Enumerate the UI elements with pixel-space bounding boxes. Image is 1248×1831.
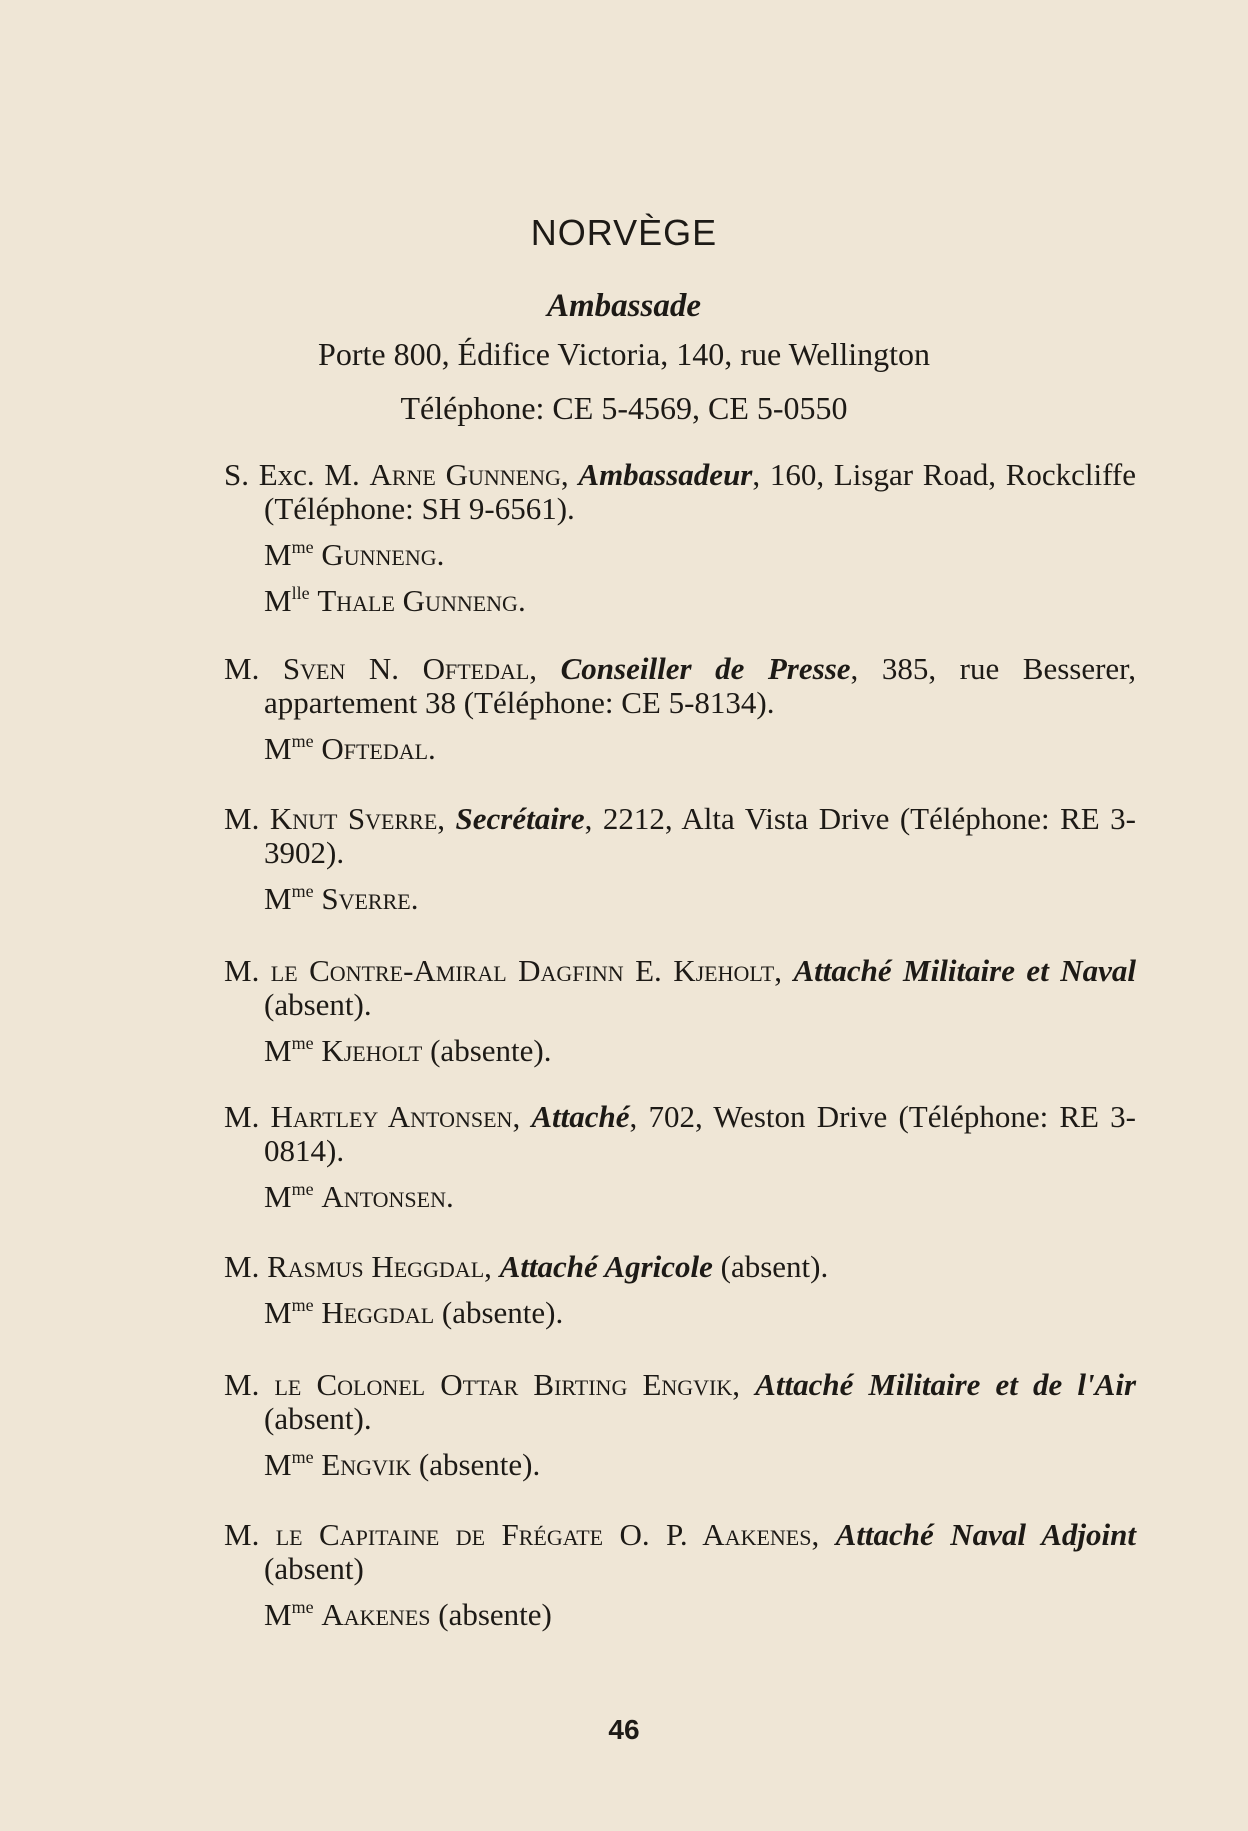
page-number: 46 (608, 1714, 640, 1745)
embassy-address: Porte 800, Édifice Victoria, 140, rue Wellington (318, 336, 930, 372)
staff-title: Attaché Militaire et Naval (793, 953, 1137, 988)
staff-title: Secrétaire (455, 801, 585, 836)
staff-entry (224, 652, 1136, 766)
staff-entry (224, 1518, 1136, 1632)
staff-entry (224, 458, 1136, 618)
spouse-line: $M^{lle}$ Thale Gunneng. (264, 583, 526, 618)
spouse-line: $M^{me}$ Kjeholt (absente). (264, 1033, 552, 1068)
staff-title: Attaché Naval Adjoint (835, 1517, 1136, 1552)
staff-name: Sven N. Oftedal (282, 651, 530, 686)
staff-title: Attaché Agricole (499, 1249, 713, 1284)
staff-name: le Colonel Ottar Birting Engvik (274, 1367, 733, 1402)
spouse-line: $M^{me}$ Engvik (absente). (264, 1447, 541, 1482)
staff-entry (224, 1250, 1136, 1330)
spouse-line: $M^{me}$ Oftedal. (264, 731, 436, 766)
staff-name: Hartley Antonsen (270, 1099, 513, 1134)
staff-name: Knut Sverre (269, 801, 438, 836)
staff-title: Attaché Militaire et de l'Air (755, 1367, 1137, 1402)
staff-entry (224, 802, 1136, 916)
staff-entry-main: M. Knut Sverre, Secrétaire, 2212, Alta Vista Drive (Téléphone: RE 3-3902). (224, 801, 1136, 870)
spouse-line: $M^{me}$ Aakenes (absente) (264, 1597, 552, 1632)
staff-name: Arne Gunneng (369, 457, 561, 492)
spouse-line: $M^{me}$ Sverre. (264, 881, 419, 916)
staff-entry-main: S. Exc. M. Arne Gunneng, Ambassadeur, 160, Lisgar Road, Rockcliffe (Téléphone: SH 9-6561). (224, 457, 1137, 526)
staff-entry-main: M. le Contre-Amiral Dagfinn E. Kjeholt, Attaché Militaire et Naval (absent). (224, 953, 1137, 1022)
staff-entry-main: M. Sven N. Oftedal, Conseiller de Presse, 385, rue Besserer, appartement 38 (Téléphone: CE 5-8134). (224, 651, 1137, 720)
staff-entry-main: M. le Colonel Ottar Birting Engvik, Attaché Militaire et de l'Air (absent). (224, 1367, 1137, 1436)
staff-name: le Capitaine de Frégate O. P. Aakenes (275, 1517, 812, 1552)
spouse-line: $M^{me}$ Gunneng. (264, 537, 445, 572)
staff-title: Ambassadeur (578, 457, 753, 492)
staff-entry (224, 954, 1136, 1068)
spouse-line: $M^{me}$ Antonsen. (264, 1179, 454, 1214)
staff-entry-main: M. le Capitaine de Frégate O. P. Aakenes, Attaché Naval Adjoint (absent) (224, 1517, 1136, 1586)
staff-name: le Contre-Amiral Dagfinn E. Kjeholt (270, 953, 775, 988)
section-heading: Ambassade (546, 288, 701, 324)
staff-title: Conseiller de Presse (560, 651, 851, 686)
spouse-line: $M^{me}$ Heggdal (absente). (264, 1295, 564, 1330)
embassy-phone: Téléphone: CE 5-4569, CE 5-0550 (400, 390, 848, 426)
staff-title: Attaché (531, 1099, 630, 1134)
staff-name: Rasmus Heggdal (267, 1249, 485, 1284)
staff-entry (224, 1368, 1136, 1482)
staff-entry (224, 1100, 1136, 1214)
staff-entry-main: M. Hartley Antonsen, Attaché, 702, Weston Drive (Téléphone: RE 3-0814). (224, 1099, 1136, 1168)
country-heading: NORVÈGE (530, 212, 718, 253)
staff-entry-main: M. Rasmus Heggdal, Attaché Agricole (absent). (224, 1249, 829, 1284)
